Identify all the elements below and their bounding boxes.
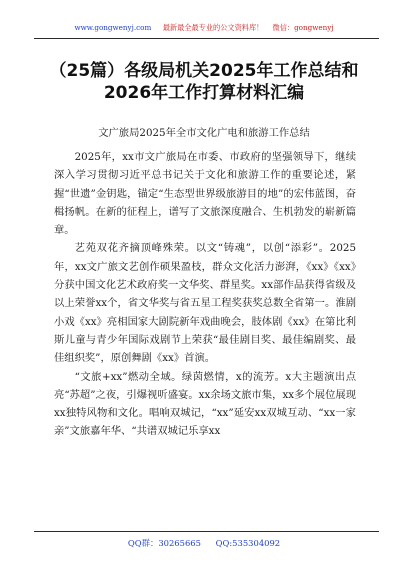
site-url[interactable]: www.gongwenyj.com [74,23,152,32]
site-footer [0,537,408,549]
title-line-1: （25篇）各级局机关2025年工作总结和 [49,61,359,81]
qq-group: QQ群：30265665 [127,538,201,548]
footer-divider [34,531,379,532]
site-slogan: 最新最全最专业的公文资料库！ [162,23,264,32]
document-body [54,148,356,441]
section-subtitle: 文广旅局2025年全市文化广电和旅游工作总结 [98,127,310,139]
paragraph: “文旅+xx”燃动全域。绿茵燃情，x的流芳。x大主题演出点亮“苏超”之夜，引爆视听盛宴。xx余场文旅市集，xx多个展位展现xx独特风物和文化。唱响双城记，“xx”延安xx双城互动、“xx一家亲”文旅嘉年华、“共谱双城记乐享xx [54,370,356,438]
wechat-id: 微信：gongwenyj [272,23,334,32]
document-title [20,60,388,104]
site-header [0,23,408,33]
header-divider [34,38,379,39]
paragraph: 2025年，xx市文广旅局在市委、市政府的坚强领导下，继续深入学习贯彻习近平总书记关于文化和旅游工作的重要论述，紧握“世遗”金钥匙，锚定“生态型世界级旅游目的地”的宏伟蓝图，奋楫扬帆。在新的征程上，谱写了文旅深度融合、生机勃发的崭新篇章。 [54,151,356,237]
paragraph: 艺苑双花齐摘顶峰殊荣。以文“铸魂”，以创“添彩”。2025年，xx文广旅文艺创作硕果盈枝，群众文化活力澎湃，《xx》《xx》分获中国文化艺术政府奖一文华奖、群星奖。xx部作品获得省级及以上荣誉xx个，省文华奖与省五星工程奖获奖总数全省第一。淮剧小戏《xx》亮相国家大剧院新年戏曲晚会，肢体剧《xx》在第比利斯儿童与青少年国际戏剧节上荣获“最佳剧目奖、最佳编剧奖、最佳组织奖”，原创舞剧《xx》首演。 [54,242,356,365]
title-line-2: 2026年工作打算材料汇编 [103,83,305,103]
qq-number: QQ:535304092 [215,538,281,548]
